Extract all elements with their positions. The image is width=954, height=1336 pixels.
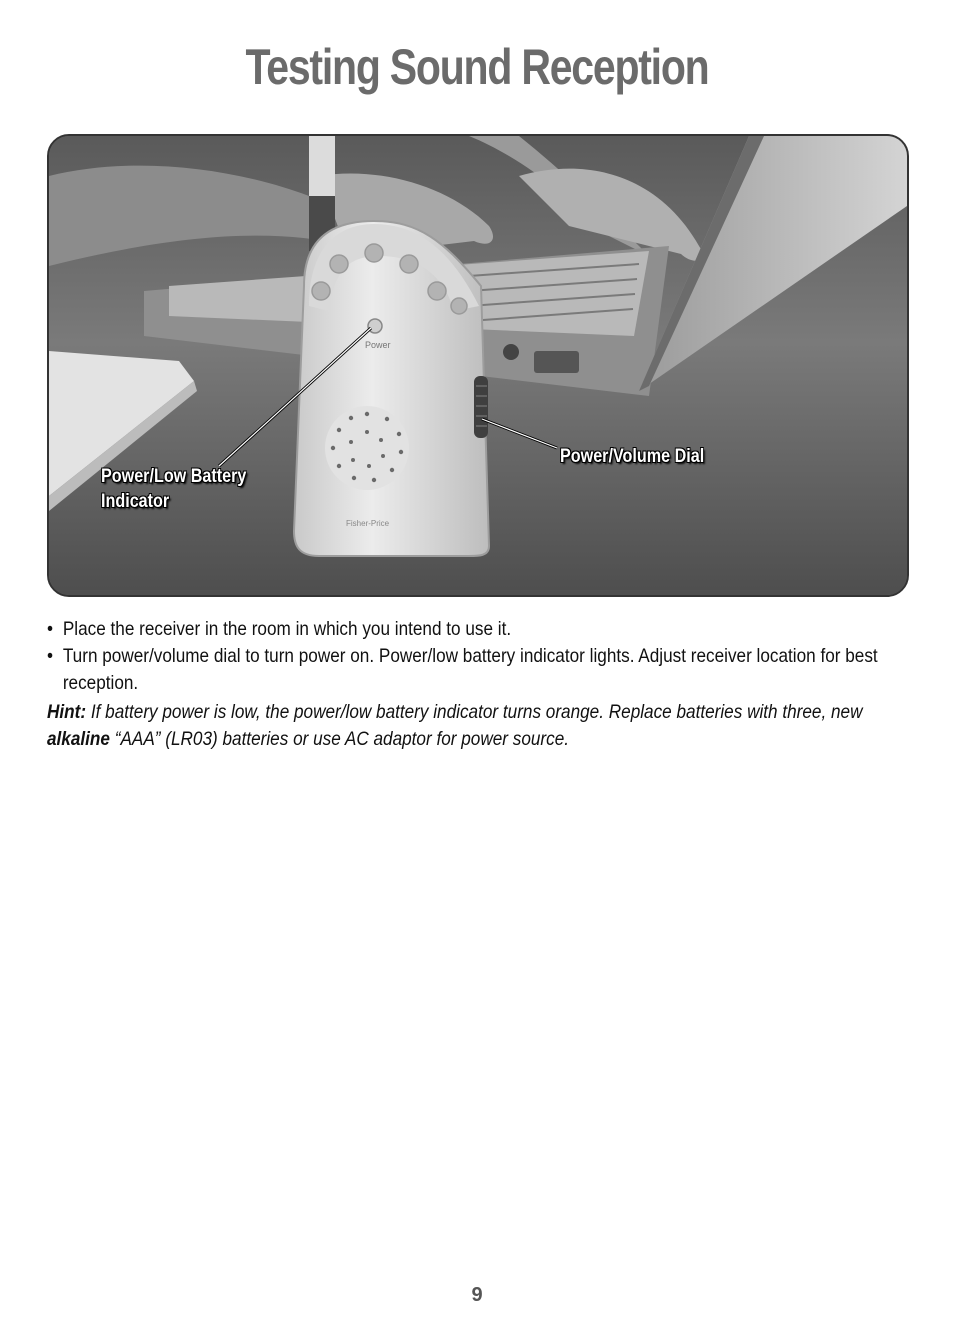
hint-text-after: “AAA” (LR03) batteries or use AC adaptor for power source. <box>109 728 570 750</box>
page-number: 9 <box>471 1284 483 1306</box>
page-title: Testing Sound Reception <box>245 39 709 95</box>
device-power-label: Power <box>365 340 391 350</box>
instruction-bullet <box>47 616 909 643</box>
receiver-on-desk-illustration <box>49 136 907 595</box>
callout-power-low-battery-indicator <box>101 464 246 514</box>
hint-emphasis: alkaline <box>47 728 110 750</box>
callout-power-indicator-line2: Indicator <box>101 491 170 512</box>
device-brand-mark: Fisher-Price <box>346 519 390 528</box>
instructions <box>47 616 909 753</box>
instruction-text: Turn power/volume dial to turn power on. Power/low battery indicator lights. Adjust receiver location for best reception. <box>62 645 878 694</box>
hint-paragraph <box>47 699 887 753</box>
hint-text-before: If battery power is low, the power/low battery indicator turns orange. Replace batteries with three, new <box>86 701 863 723</box>
instruction-text: Place the receiver in the room in which you intend to use it. <box>62 618 512 640</box>
product-photo <box>47 134 909 597</box>
instruction-bullet <box>47 643 903 697</box>
bullet-glyph: • <box>47 618 54 640</box>
callout-power-volume-dial: Power/Volume Dial <box>560 446 705 467</box>
bullet-glyph: • <box>47 645 54 667</box>
callout-power-indicator-line1: Power/Low Battery <box>101 466 247 487</box>
hint-label: Hint: <box>47 701 87 723</box>
